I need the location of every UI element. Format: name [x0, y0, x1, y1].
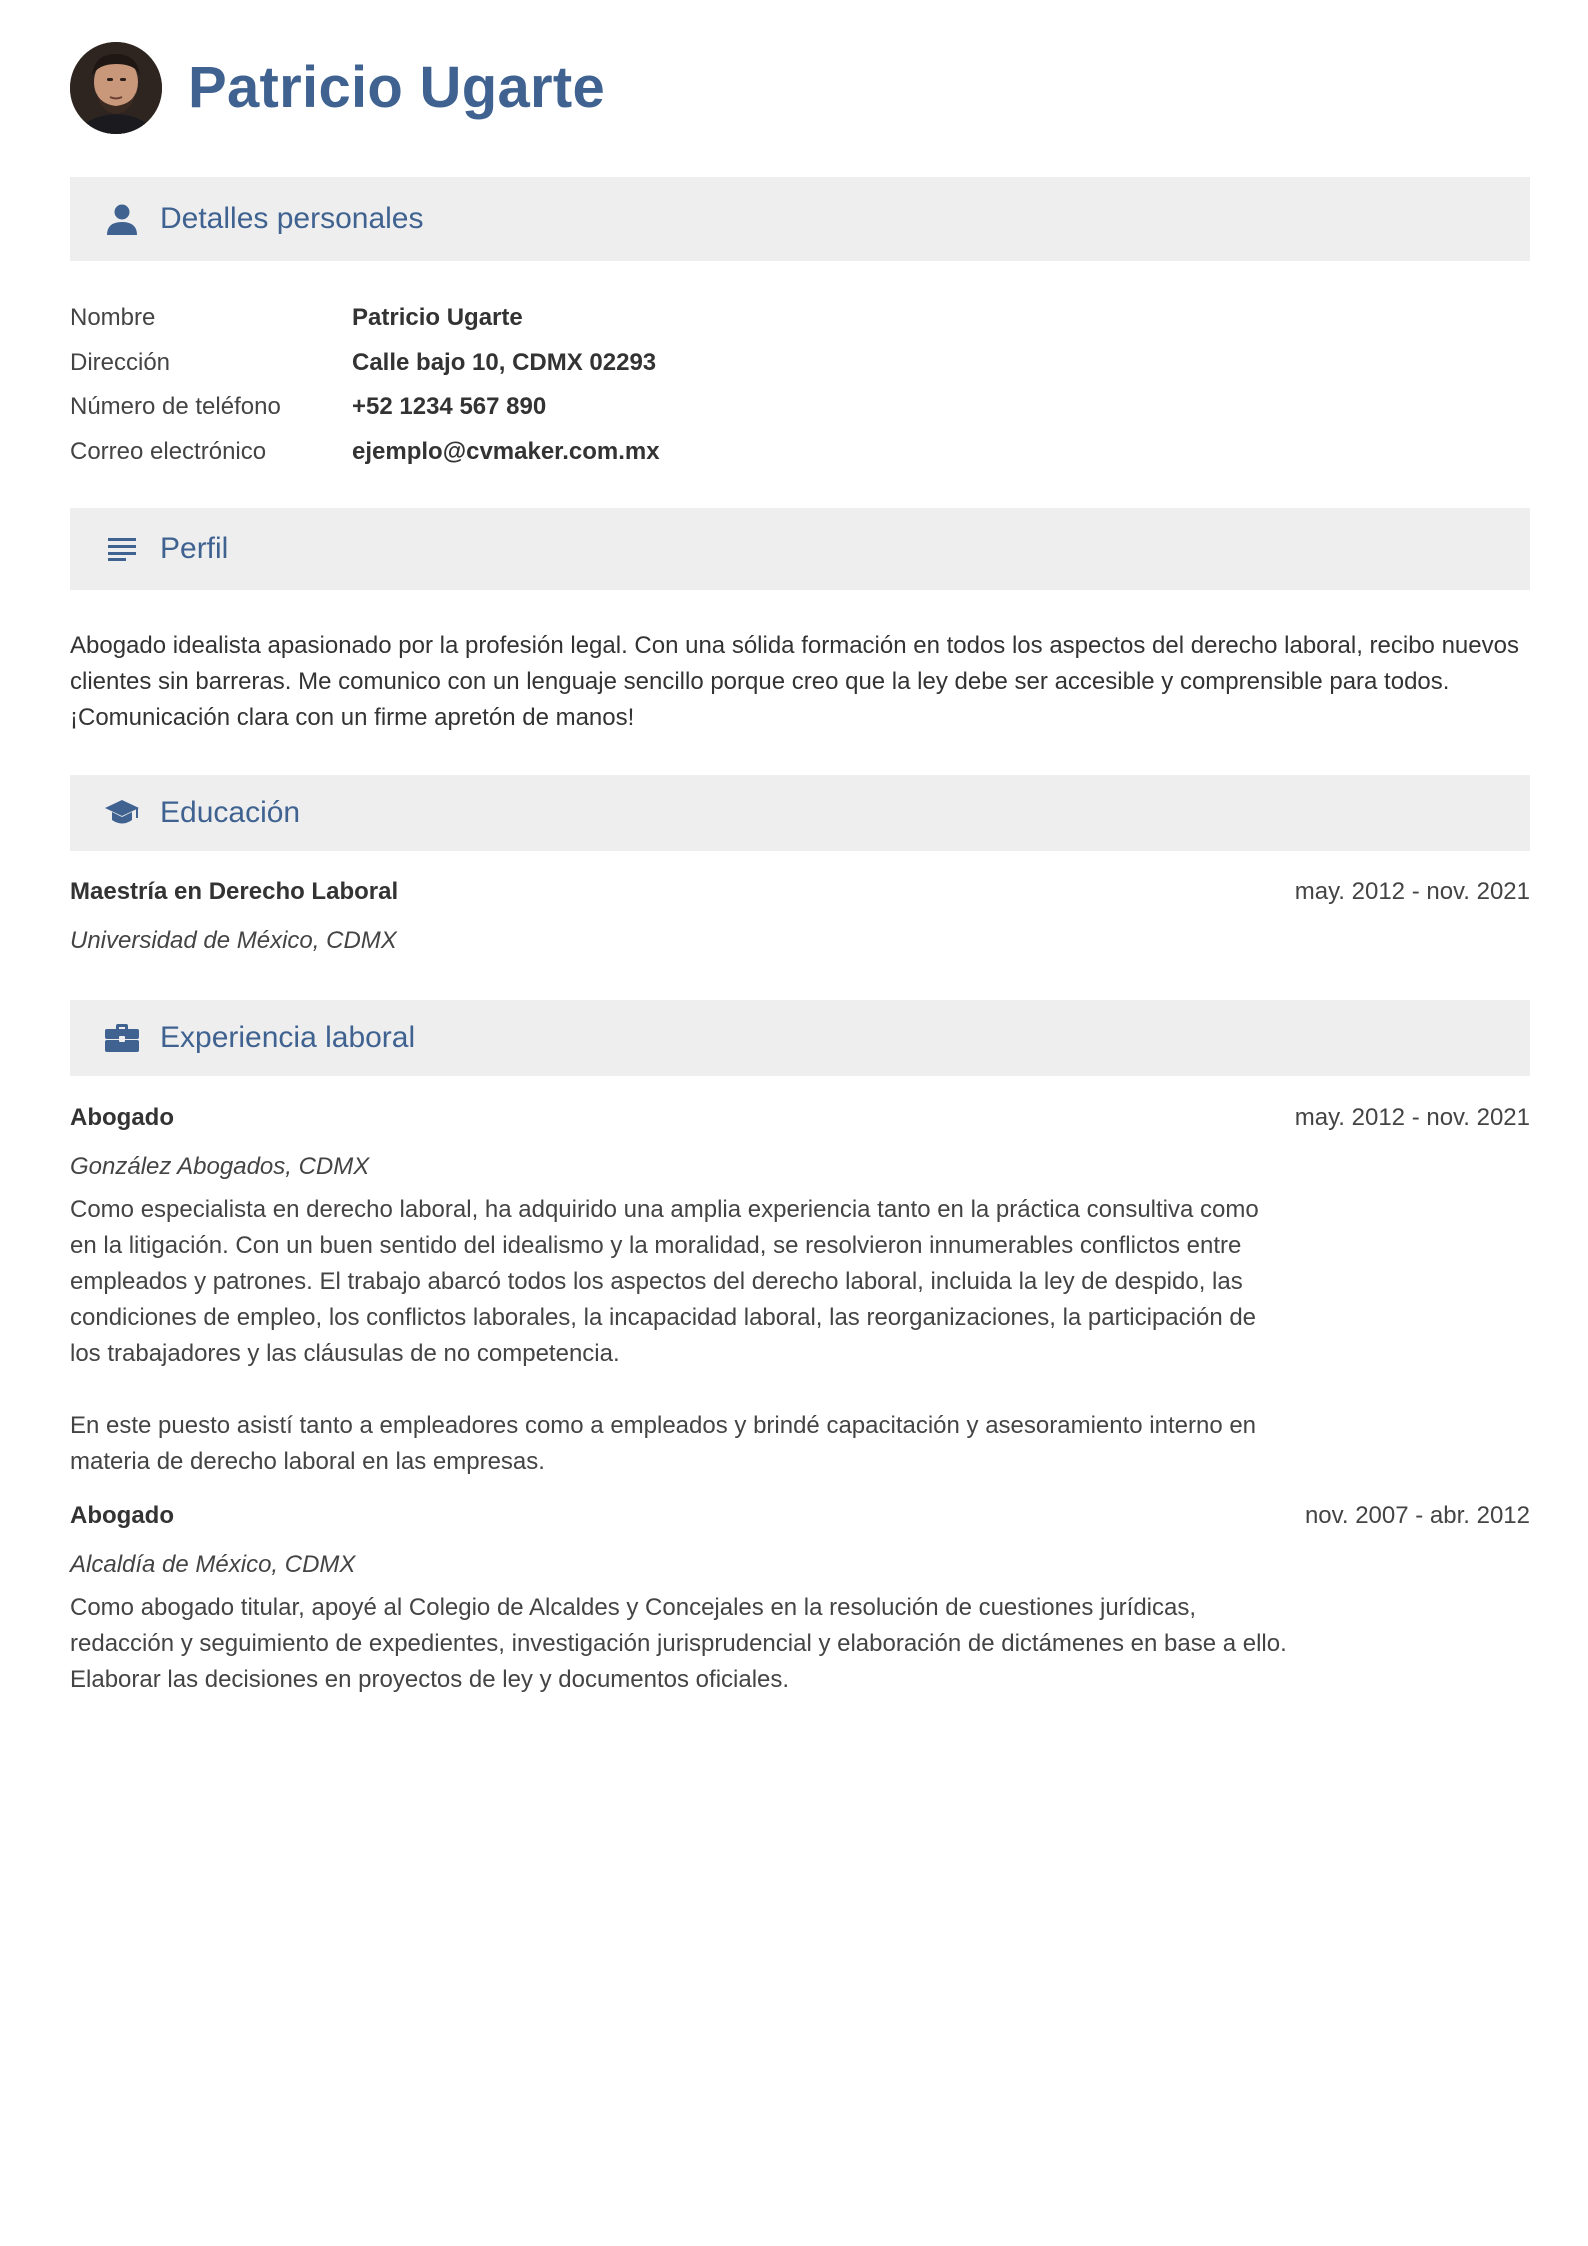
job-description-paragraph: Como abogado titular, apoyé al Colegio de Alcaldes y Concejales en la resolución de cuestiones jurídicas, redacción y seguimiento de expedientes, investigación jurisprudencial y elaboración de dictámenes en base a ello. Elaborar las decisiones en proyectos de ley y documentos oficiales. — [70, 1594, 1287, 1693]
person-icon — [104, 201, 140, 237]
institution: Universidad de México, CDMX — [70, 927, 397, 954]
detail-label: Nombre — [70, 304, 156, 332]
text-lines-icon — [104, 531, 140, 567]
detail-value: +52 1234 567 890 — [352, 393, 547, 421]
section-personal-details — [70, 177, 1530, 261]
section-education — [70, 775, 1530, 851]
job-dates: may. 2012 - nov. 2021 — [1294, 1104, 1530, 1131]
employer: González Abogados, CDMX — [70, 1153, 370, 1180]
job-description-paragraph: Como especialista en derecho laboral, ha adquirido una amplia experiencia tanto en la práctica consultiva como en la litigación. Con un buen sentido del idealismo y la moralidad, se resolvieron innumerables conflictos entre empleados y patrones. El trabajo abarcó todos los aspectos del derecho laboral, incluida la ley de despido, las condiciones de empleo, los conflictos laborales, la incapacidad laboral, las reorganizaciones, la participación de los trabajadores y las cláusulas de no competencia. — [70, 1196, 1259, 1367]
detail-value: Patricio Ugarte — [352, 304, 523, 332]
section-title: Perfil — [160, 532, 229, 565]
section-work-experience — [70, 1000, 1530, 1076]
detail-label: Número de teléfono — [70, 393, 281, 421]
section-title: Detalles personales — [160, 202, 424, 235]
detail-label: Dirección — [70, 348, 171, 376]
detail-row-phone — [70, 385, 660, 430]
cv-header — [70, 42, 605, 134]
degree-title: Maestría en Derecho Laboral — [70, 878, 399, 905]
job-description — [70, 1590, 1290, 1698]
detail-value: Calle bajo 10, CDMX 02293 — [352, 348, 657, 376]
personal-details-table — [70, 296, 660, 474]
job-description — [70, 1192, 1290, 1480]
job-description-paragraph: En este puesto asistí tanto a empleadores como a empleados y brindé capacitación y asesoramiento interno en materia de derecho laboral en las empresas. — [70, 1412, 1257, 1475]
experience-entry — [70, 1502, 1530, 1698]
section-profile — [70, 508, 1530, 590]
detail-row-email — [70, 430, 660, 475]
avatar — [70, 42, 162, 134]
briefcase-icon — [104, 1020, 140, 1056]
section-title: Experiencia laboral — [160, 1021, 416, 1054]
detail-value: ejemplo@cvmaker.com.mx — [352, 437, 660, 465]
graduation-cap-icon — [104, 795, 140, 831]
education-dates: may. 2012 - nov. 2021 — [1294, 878, 1530, 905]
education-entry — [70, 878, 1530, 962]
job-title: Abogado — [70, 1502, 174, 1529]
job-dates: nov. 2007 - abr. 2012 — [1304, 1502, 1530, 1529]
job-title: Abogado — [70, 1104, 174, 1131]
section-title: Educación — [160, 796, 301, 829]
detail-row-name — [70, 296, 660, 341]
employer: Alcaldía de México, CDMX — [70, 1551, 356, 1578]
candidate-name: Patricio Ugarte — [188, 55, 606, 120]
profile-text: Abogado idealista apasionado por la profesión legal. Con una sólida formación en todos los aspectos del derecho laboral, recibo nuevos clientes sin barreras. Me comunico con un lenguaje sencillo porque creo que la ley debe ser accesible y comprensible para todos. ¡Comunicación clara con un firme apretón de manos! — [70, 632, 1519, 731]
detail-label: Correo electrónico — [70, 437, 267, 465]
detail-row-address — [70, 341, 660, 386]
experience-entry — [70, 1104, 1530, 1480]
